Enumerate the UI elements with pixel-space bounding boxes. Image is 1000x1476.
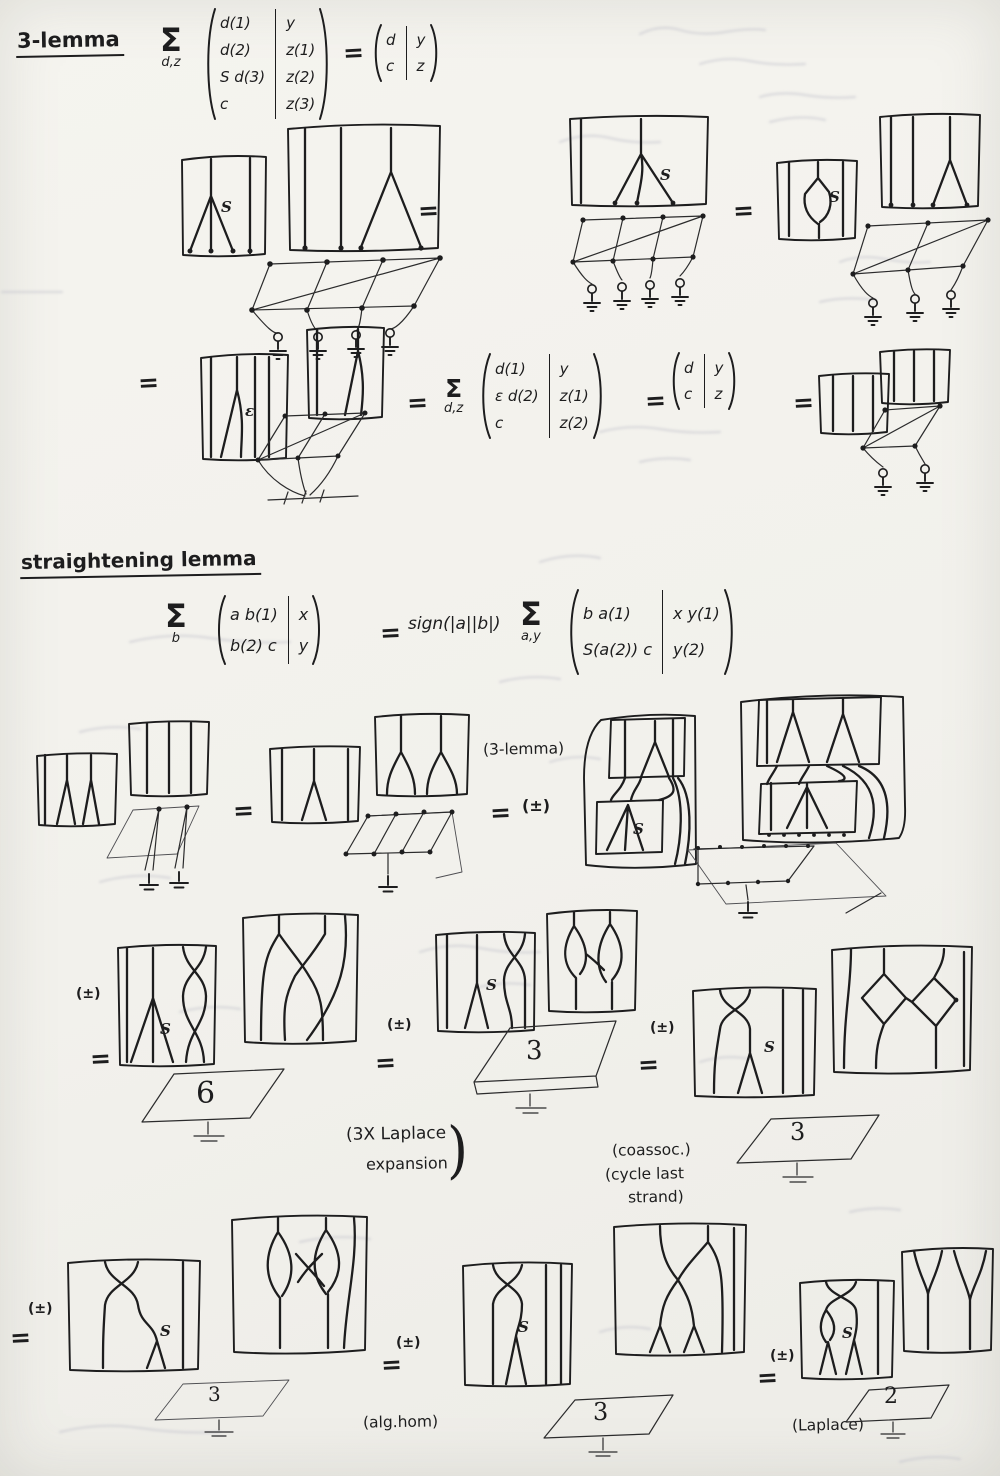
laplace-note-line1: (3X Laplace: [345, 1123, 447, 1145]
straightening-title: straightening lemma: [20, 546, 261, 579]
matrix-entry: y(2): [673, 640, 706, 660]
plus-minus-sign: (±): [770, 1348, 795, 1364]
wire-graph-f: [103, 804, 203, 896]
diagram-box-h1: [63, 1255, 205, 1375]
equals-sign: =: [756, 1362, 779, 1393]
close-paren: [723, 586, 737, 678]
sigma-symbol: Σ: [165, 597, 187, 635]
close-paren: [318, 5, 332, 123]
matrix-entry: c: [386, 56, 395, 75]
matrix-entry: z: [714, 384, 723, 403]
diagram-box-e2: [237, 908, 363, 1048]
wire-graph-g: [336, 806, 466, 901]
plate-count: 3: [526, 1036, 543, 1066]
plus-minus-sign: (±): [28, 1301, 53, 1317]
coefficient-plate-3d: [541, 1392, 677, 1464]
matrix-entry: z(1): [559, 386, 589, 405]
matrix-entry: y: [416, 30, 426, 49]
matrix-entry: b a(1): [583, 603, 631, 623]
antipode-label: S: [633, 820, 644, 838]
coefficient-plate-3a: [468, 1018, 620, 1118]
antipode-label: S: [486, 976, 497, 994]
equals-sign: =: [792, 387, 815, 418]
sigma-symbol: Σ: [160, 21, 182, 59]
antipode-label: S: [829, 188, 840, 206]
matrix-entry: ε d(2): [495, 386, 539, 405]
wire-graph-h: [686, 838, 921, 923]
matrix-entry: z(3): [286, 95, 316, 114]
matrix-entry: z(1): [286, 41, 316, 60]
matrix-entry: S d(3): [220, 68, 266, 87]
antipode-label: S: [160, 1322, 171, 1340]
equals-sign: =: [232, 795, 255, 826]
plus-minus-sign: (±): [650, 1020, 675, 1036]
alghom-note: (alg.hom): [362, 1412, 439, 1432]
close-paren: [428, 22, 441, 84]
diagram-box-h2: [226, 1210, 373, 1358]
matrix-divider: [549, 354, 550, 438]
coassoc-note-line3: strand): [627, 1187, 684, 1207]
matrix-entry: y: [559, 359, 569, 378]
matrix-divider: [662, 590, 663, 674]
row2-sum: [444, 374, 464, 416]
antipode-label: S: [221, 198, 232, 216]
wire-graph-c: [843, 212, 1000, 334]
equals-sign: =: [380, 1349, 403, 1380]
coefficient-plate-3b: [733, 1111, 883, 1191]
laplace-note-line2: expansion: [365, 1153, 449, 1174]
equals-sign: =: [89, 1043, 112, 1074]
equals-sign: =: [489, 797, 512, 828]
equals-sign: =: [374, 1047, 397, 1078]
equals-sign: =: [137, 367, 160, 398]
close-paren: [726, 350, 739, 412]
laplace-note: (Laplace): [791, 1415, 865, 1435]
wire-graph-d: [250, 408, 375, 513]
lemma3-matrix2: [370, 22, 441, 84]
lemma3-sum: [160, 21, 182, 70]
straightening-matrixB: [566, 586, 737, 678]
lemma3-matrix4: [203, 5, 332, 123]
diagram-box-j2: [898, 1244, 997, 1357]
plus-minus-sign: (±): [387, 1017, 412, 1033]
sum-subscript: d,z: [161, 54, 181, 70]
matrix-entry: c: [495, 413, 504, 432]
matrix-entry: x: [298, 604, 309, 624]
matrix-divider: [275, 9, 276, 119]
open-paren: [370, 22, 383, 84]
matrix-entry: c: [684, 384, 693, 403]
matrix-entry: d: [386, 30, 396, 49]
equals-sign: =: [417, 195, 440, 226]
sigma-symbol: Σ: [445, 374, 463, 403]
matrix-entry: b(2) c: [230, 635, 277, 655]
open-paren: [213, 592, 227, 668]
open-paren: [203, 5, 217, 123]
diagram-box-b3: [875, 110, 985, 212]
sum-subscript: b: [171, 630, 181, 646]
plus-minus-sign: (±): [396, 1335, 421, 1351]
plus-minus-sign: (±): [522, 796, 551, 815]
diagram-box-d4: [371, 710, 473, 800]
open-paren: [668, 350, 681, 412]
matrix-entry: S(a(2)) c: [583, 640, 652, 660]
equals-sign: =: [379, 617, 402, 648]
plate-count: 3: [790, 1118, 806, 1146]
diagram-nested-2: [729, 688, 911, 846]
lemma3-title: 3-lemma: [16, 27, 124, 58]
coefficient-plate-2: [843, 1382, 953, 1446]
equals-sign: =: [637, 1049, 660, 1080]
antipode-label: S: [764, 1038, 775, 1056]
plate-count: 3: [593, 1398, 609, 1426]
matrix-entry: d: [684, 358, 694, 377]
coassoc-note-line2: (cycle last: [604, 1164, 685, 1184]
matrix-entry: c: [220, 95, 229, 114]
matrix-divider: [704, 354, 705, 408]
wire-graph-b: [568, 210, 718, 322]
matrix-entry: y: [286, 14, 295, 33]
straightening-sum2: [520, 595, 542, 644]
diagram-box-g2: [826, 940, 978, 1078]
coassoc-note-line1: (coassoc.): [611, 1140, 691, 1160]
matrix-entry: z(2): [286, 68, 316, 87]
equals-sign: =: [406, 387, 429, 418]
antipode-label: S: [842, 1324, 853, 1342]
close-paren: [311, 592, 325, 668]
antipode-label: S: [518, 1318, 529, 1336]
matrix-entry: d(2): [220, 41, 251, 60]
diagram-nested-1: [573, 706, 703, 874]
matrix-entry: y: [298, 635, 309, 655]
sigma-symbol: Σ: [520, 595, 542, 633]
open-paren: [478, 350, 492, 442]
diagram-box-g1: [688, 983, 820, 1101]
diagram-box-b1: [565, 112, 713, 210]
equals-sign: =: [9, 1322, 32, 1353]
straightening-matrixA: [213, 592, 325, 668]
big-close-paren: ): [447, 1113, 469, 1186]
matrix-entry: x y(1): [673, 603, 720, 623]
sign-factor: sign(|a||b|): [408, 614, 501, 634]
wire-graph-e: [845, 398, 960, 503]
matrix-entry: a b(1): [230, 604, 278, 624]
diagram-box-a2: [283, 120, 445, 255]
row2-matrix2: [668, 350, 739, 412]
diagram-box-f2: [542, 906, 641, 1016]
plate-count: 6: [196, 1076, 216, 1111]
diagram-box-d2: [125, 718, 213, 800]
plate-count: 2: [884, 1384, 898, 1409]
diagram-box-e1: [113, 940, 220, 1070]
matrix-entry: d(1): [220, 14, 251, 33]
antipode-label: S: [160, 1020, 171, 1038]
counit-label: ε: [245, 402, 255, 420]
matrix-entry: z(2): [559, 413, 589, 432]
antipode-label: S: [660, 166, 671, 184]
row2-matrix3: [478, 350, 606, 442]
step-note: (3-lemma): [482, 739, 565, 759]
equals-sign: =: [644, 385, 667, 416]
diagram-box-i2: [608, 1218, 751, 1360]
equals-sign: =: [342, 37, 365, 68]
matrix-entry: z: [416, 56, 425, 75]
plus-minus-sign: (±): [76, 986, 101, 1002]
matrix-divider: [288, 596, 289, 664]
sum-subscript: a,y: [521, 628, 541, 644]
matrix-entry: y: [714, 358, 724, 377]
matrix-divider: [406, 26, 407, 80]
plate-count: 3: [208, 1382, 221, 1406]
straightening-sum1: [165, 597, 187, 646]
sum-subscript: d,z: [444, 400, 464, 416]
equals-sign: =: [732, 195, 755, 226]
close-paren: [592, 350, 606, 442]
coefficient-plate-3c: [151, 1376, 293, 1442]
open-paren: [566, 586, 580, 678]
matrix-entry: d(1): [495, 359, 526, 378]
